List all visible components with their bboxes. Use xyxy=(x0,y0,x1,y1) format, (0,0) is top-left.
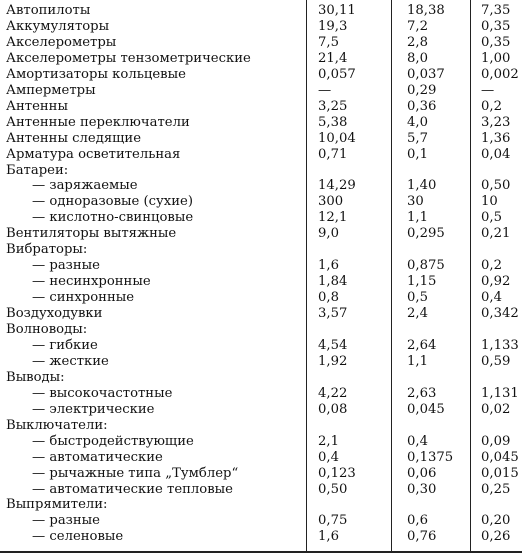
value-col-3: 0,35 xyxy=(481,34,511,50)
value-col-1: — xyxy=(318,82,332,98)
component-name: — селеновые xyxy=(32,529,124,545)
value-col-1: 1,6 xyxy=(318,258,339,274)
value-col-2: 4,0 xyxy=(407,114,428,130)
table-row xyxy=(0,305,529,322)
table-row xyxy=(0,321,529,338)
table-row xyxy=(0,209,529,226)
value-col-3: — xyxy=(481,82,495,98)
table-row xyxy=(0,385,529,402)
component-name: — быстродействующие xyxy=(32,433,194,449)
value-col-2: 2,8 xyxy=(407,34,428,50)
value-col-2: 0,5 xyxy=(407,290,428,306)
table-row xyxy=(0,225,529,242)
table-row xyxy=(0,114,529,131)
value-col-2: 0,1 xyxy=(407,146,428,162)
component-name: Амортизаторы кольцевые xyxy=(6,66,186,82)
value-col-3: 0,09 xyxy=(481,433,511,449)
value-col-2: 1,1 xyxy=(407,353,428,369)
component-name: — несинхронные xyxy=(32,274,151,290)
value-col-1: 3,57 xyxy=(318,306,348,322)
value-col-2: 0,36 xyxy=(407,98,437,114)
value-col-3: 1,00 xyxy=(481,50,511,66)
table-row xyxy=(0,369,529,386)
value-col-3: 0,002 xyxy=(481,66,519,82)
value-col-3: 0,4 xyxy=(481,290,502,306)
value-col-1: 7,5 xyxy=(318,34,339,50)
component-name: Антенны следящие xyxy=(6,130,142,146)
value-col-3: 0,342 xyxy=(481,306,519,322)
component-name: Выпрямители: xyxy=(6,497,108,513)
table-row xyxy=(0,273,529,290)
value-col-2: 2,64 xyxy=(407,337,437,353)
value-col-1: 0,123 xyxy=(318,465,356,481)
value-col-1: 9,0 xyxy=(318,226,339,242)
table-row xyxy=(0,528,529,545)
component-name: — гибкие xyxy=(32,337,98,353)
value-col-2: 0,29 xyxy=(407,82,437,98)
value-col-3: 0,2 xyxy=(481,258,502,274)
table-row xyxy=(0,257,529,274)
value-col-3: 0,5 xyxy=(481,210,502,226)
value-col-2: 30 xyxy=(407,194,424,210)
value-col-1: 3,25 xyxy=(318,98,348,114)
value-col-2: 1,40 xyxy=(407,178,437,194)
component-name: Антенны xyxy=(6,98,68,114)
value-col-1: 4,54 xyxy=(318,337,348,353)
value-col-2: 0,6 xyxy=(407,513,428,529)
value-col-3: 1,131 xyxy=(481,385,519,401)
value-col-2: 7,2 xyxy=(407,18,428,34)
value-col-1: 1,84 xyxy=(318,274,348,290)
value-col-2: 0,30 xyxy=(407,481,437,497)
value-col-2: 1,15 xyxy=(407,274,437,290)
component-name: Арматура осветительная xyxy=(6,146,181,162)
value-col-3: 0,26 xyxy=(481,529,511,545)
value-col-3: 0,21 xyxy=(481,226,511,242)
value-col-1: 19,3 xyxy=(318,18,348,34)
value-col-2: 0,045 xyxy=(407,401,445,417)
component-name: Антенные переключатели xyxy=(6,114,190,130)
value-col-1: 12,1 xyxy=(318,210,348,226)
table-row xyxy=(0,449,529,466)
value-col-1: 0,8 xyxy=(318,290,339,306)
value-col-1: 14,29 xyxy=(318,178,356,194)
value-col-2: 2,63 xyxy=(407,385,437,401)
component-name: — автоматические тепловые xyxy=(32,481,233,497)
component-name: Акселерометры xyxy=(6,34,117,50)
table-row xyxy=(0,433,529,450)
value-col-1: 0,08 xyxy=(318,401,348,417)
value-col-1: 4,22 xyxy=(318,385,348,401)
table-row xyxy=(0,177,529,194)
value-col-3: 0,25 xyxy=(481,481,511,497)
component-name: Акселерометры тензометрические xyxy=(6,50,251,66)
table-row xyxy=(0,401,529,418)
table-row xyxy=(0,496,529,513)
value-col-2: 0,76 xyxy=(407,529,437,545)
component-name: — высокочастотные xyxy=(32,385,173,401)
value-col-1: 10,04 xyxy=(318,130,356,146)
value-col-2: 8,0 xyxy=(407,50,428,66)
component-name: — синхронные xyxy=(32,290,135,306)
value-col-1: 30,11 xyxy=(318,3,356,18)
value-col-1: 21,4 xyxy=(318,50,348,66)
value-col-2: 18,38 xyxy=(407,3,445,18)
value-col-1: 0,057 xyxy=(318,66,356,82)
value-col-1: 300 xyxy=(318,194,344,210)
value-col-2: 0,1375 xyxy=(407,449,454,465)
component-name: Выводы: xyxy=(6,369,65,385)
table-row xyxy=(0,241,529,258)
value-col-2: 0,037 xyxy=(407,66,445,82)
value-col-2: 1,1 xyxy=(407,210,428,226)
component-name: Амперметры xyxy=(6,82,96,98)
table-row xyxy=(0,481,529,498)
component-name: — разные xyxy=(32,513,100,529)
component-name: — кислотно-свинцовые xyxy=(32,210,194,226)
value-col-2: 0,4 xyxy=(407,433,428,449)
table-row xyxy=(0,512,529,529)
component-name: Воздуходувки xyxy=(6,306,103,322)
component-name: Батареи: xyxy=(6,162,69,178)
table-row xyxy=(0,66,529,83)
component-name: — электрические xyxy=(32,401,155,417)
value-col-3: 0,92 xyxy=(481,274,511,290)
component-name: Вибраторы: xyxy=(6,242,88,258)
table-row xyxy=(0,18,529,35)
table-row xyxy=(0,98,529,115)
component-name: Волноводы: xyxy=(6,322,88,337)
value-col-3: 0,045 xyxy=(481,449,519,465)
component-name: Аккумуляторы xyxy=(6,18,110,34)
component-name: — разные xyxy=(32,258,100,274)
value-col-3: 1,36 xyxy=(481,130,511,146)
table-row xyxy=(0,146,529,163)
value-col-3: 0,04 xyxy=(481,146,511,162)
table-row xyxy=(0,353,529,370)
value-col-3: 0,35 xyxy=(481,18,511,34)
table-row xyxy=(0,465,529,482)
table-row xyxy=(0,289,529,306)
component-name: — рычажные типа „Тумблер“ xyxy=(32,465,239,481)
value-col-3: 0,02 xyxy=(481,401,511,417)
value-col-1: 0,71 xyxy=(318,146,348,162)
value-col-1: 0,4 xyxy=(318,449,339,465)
value-col-3: 10 xyxy=(481,194,498,210)
value-col-2: 0,875 xyxy=(407,258,445,274)
component-name: Автопилоты xyxy=(6,3,91,18)
value-col-2: 5,7 xyxy=(407,130,428,146)
component-name: — заряжаемые xyxy=(32,178,138,194)
component-name: — одноразовые (сухие) xyxy=(32,194,193,210)
bottom-rule xyxy=(0,551,522,553)
table-row xyxy=(0,337,529,354)
component-name: — жесткие xyxy=(32,353,109,369)
component-name: — автоматические xyxy=(32,449,163,465)
value-col-3: 0,2 xyxy=(481,98,502,114)
component-name: Вентиляторы вытяжные xyxy=(6,226,177,242)
value-col-3: 0,20 xyxy=(481,513,511,529)
value-col-1: 1,6 xyxy=(318,529,339,545)
value-col-1: 1,92 xyxy=(318,353,348,369)
value-col-2: 2,4 xyxy=(407,306,428,322)
value-col-2: 0,06 xyxy=(407,465,437,481)
value-col-3: 3,23 xyxy=(481,114,511,130)
value-col-1: 5,38 xyxy=(318,114,348,130)
table-row xyxy=(0,130,529,147)
value-col-3: 0,015 xyxy=(481,465,519,481)
table-row xyxy=(0,417,529,434)
table-row xyxy=(0,50,529,67)
value-col-1: 2,1 xyxy=(318,433,339,449)
value-col-1: 0,75 xyxy=(318,513,348,529)
table-row xyxy=(0,162,529,179)
table-row xyxy=(0,82,529,99)
component-name: Выключатели: xyxy=(6,417,108,433)
value-col-3: 0,50 xyxy=(481,178,511,194)
value-col-1: 0,50 xyxy=(318,481,348,497)
value-col-2: 0,295 xyxy=(407,226,445,242)
value-col-3: 7,35 xyxy=(481,3,511,18)
table-row xyxy=(0,34,529,51)
table-row xyxy=(0,2,529,19)
value-col-3: 0,59 xyxy=(481,353,511,369)
table-row xyxy=(0,193,529,210)
value-col-3: 1,133 xyxy=(481,337,519,353)
